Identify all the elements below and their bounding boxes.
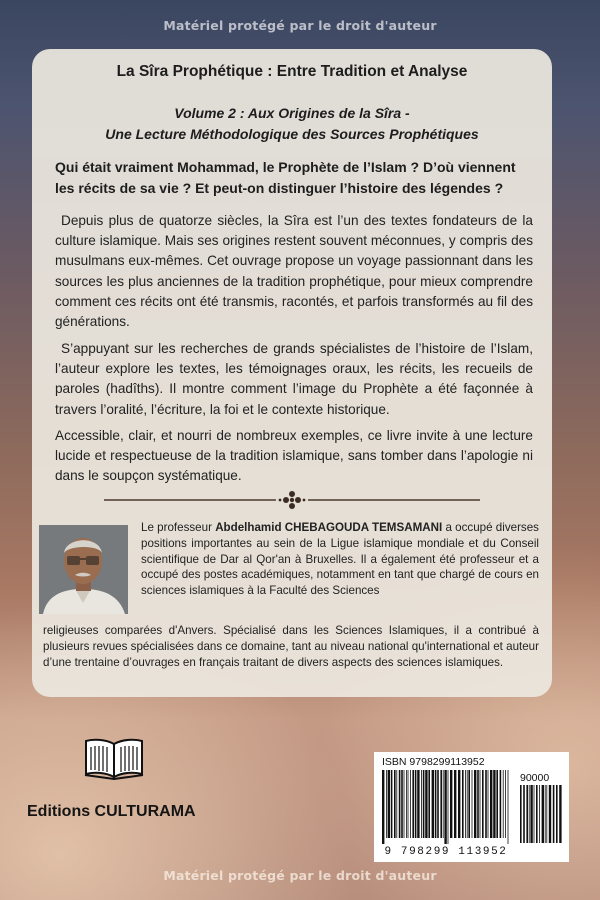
- barcode-bar: [386, 770, 387, 838]
- barcode-bar: [467, 770, 468, 838]
- barcode-bar: [520, 785, 522, 843]
- barcode-bar: [435, 770, 437, 838]
- description-paragraph-2: S’appuyant sur les recherches de grands spécialistes de l’histoire de l’Islam, l’auteur explore les textes, les témoignages oraux, les récits, les recueils de paroles (hadîths). Il montre comment l’image du Prophète a été façonnée à travers l’oralité, l’écriture, la foi et le contexte historique.: [55, 341, 533, 417]
- publisher-name: Editions CULTURAMA: [27, 803, 196, 820]
- copyright-watermark-bottom: Matériel protégé par le droit d'auteur: [163, 868, 437, 883]
- barcode-bar: [382, 770, 384, 844]
- barcode-bar: [465, 770, 466, 838]
- isbn-label: ISBN 9798299113952: [382, 756, 485, 768]
- barcode-bar: [480, 770, 481, 838]
- description-paragraph-3: Accessible, clair, et nourri de nombreux exemples, ce livre invite à une lecture lucide et respectueuse de la tradition islamique, sans tomber dans l’apologie ni dans le soupçon systématique.: [55, 428, 533, 484]
- lead-question: Qui était vraiment Mohammad, le Prophète de l’Islam ? D’où viennent les récits de sa vie ? Et peut-on distinguer l’histoire des légendes ?: [55, 159, 516, 196]
- barcode-bar: [539, 785, 540, 843]
- barcode-bar: [406, 770, 407, 838]
- barcode-bar: [396, 770, 397, 838]
- barcode-bar: [437, 770, 439, 838]
- book-subtitle: [32, 103, 552, 145]
- barcode-bar: [412, 770, 414, 838]
- barcode-bar: [472, 770, 473, 838]
- barcode-bar: [454, 770, 456, 838]
- barcode-bar: [443, 770, 444, 838]
- barcode-bar: [410, 770, 411, 838]
- barcode-bar: [391, 770, 393, 838]
- barcode-digits: 9 798299 113952: [384, 846, 508, 858]
- barcode-bar: [388, 770, 390, 838]
- barcode-bar: [536, 785, 538, 843]
- barcode-bar: [559, 785, 561, 843]
- barcode-bar: [542, 785, 544, 843]
- barcode-bar: [508, 770, 509, 844]
- barcode-bar: [556, 785, 558, 843]
- barcode-bar: [394, 770, 396, 838]
- author-portrait: [39, 525, 128, 614]
- barcode-bar: [488, 770, 489, 838]
- barcode-bar: [529, 785, 530, 843]
- barcode-bar: [404, 770, 405, 838]
- barcode-bar: [500, 770, 502, 838]
- barcode-bar: [530, 785, 532, 843]
- barcode-bar: [458, 770, 460, 838]
- author-bio-part-2: religieuses comparées d'Anvers. Spécialisé dans les Sciences Islamiques, il a contribué à plusieurs revues spécialisées dans ce domaine, tant au niveau national qu'international et auteur d’une trentaine d’ouvrages en français traitant de divers aspects des sciences islamiques.: [43, 624, 539, 669]
- barcode-bar: [450, 770, 452, 838]
- barcode-bar: [523, 785, 525, 843]
- barcode-bar: [408, 770, 409, 838]
- barcode-bar: [493, 770, 495, 838]
- barcode-bar: [545, 785, 546, 843]
- barcode-bar: [423, 770, 425, 838]
- barcode-bar: [399, 770, 401, 838]
- author-bio-part-1: [141, 520, 539, 599]
- barcode-bar: [505, 770, 506, 838]
- ornamental-divider: [104, 490, 480, 510]
- barcode-bar: [428, 770, 430, 838]
- barcode-bar: [440, 770, 442, 838]
- barcode-bar: [415, 770, 417, 838]
- barcode-bar: [448, 770, 449, 844]
- barcode-bar: [421, 770, 422, 838]
- barcode-bar: [474, 770, 476, 838]
- barcode-bar: [417, 770, 419, 838]
- subtitle-line-2: Une Lecture Méthodologique des Sources Prophétiques: [105, 126, 479, 142]
- barcode-bar: [485, 770, 487, 838]
- back-cover-text-panel: [32, 49, 552, 697]
- bio-prefix: Le professeur: [141, 521, 216, 534]
- barcode-bar: [546, 785, 547, 843]
- barcode-bar: [549, 785, 551, 843]
- author-name: Abdelhamid CHEBAGOUDA TEMSAMANI: [215, 521, 443, 534]
- barcode-bar: [462, 770, 464, 838]
- copyright-watermark-top: Matériel protégé par le droit d'auteur: [163, 18, 437, 33]
- barcode-bar: [482, 770, 484, 838]
- barcode-bar: [444, 770, 446, 844]
- subtitle-line-1: Volume 2 : Aux Origines de la Sîra -: [174, 105, 410, 121]
- price-code: 90000: [520, 772, 550, 784]
- bio-text-1: a occupé diverses positions importantes au sein de la Ligue islamique mondiale et du Conseil scientifique de Dar al Qor'an à Bruxelles. Il a également été professeur et a occupé des postes académiques, notamment en tant que chargé de cours en sciences islamiques à la Faculté des Sciences: [141, 521, 539, 598]
- barcode-bar: [432, 770, 434, 838]
- barcode-bar: [468, 770, 470, 838]
- open-book-icon: [83, 738, 145, 780]
- description-paragraph-1: Depuis plus de quatorze siècles, la Sîra est l’un des textes fondateurs de la culture islamique. Mais ses origines restent souvent méconnues, y compris des musulmans eux-mêmes. Cet ouvrage propose un voyage passionnant dans les sources les plus anciennes de la tradition prophétique, pour mieux comprendre comment ces récits ont été transmis, racontés, et parfois transformés au fil des générations.: [55, 213, 533, 330]
- barcode-bar: [490, 770, 492, 838]
- barcode-bar: [503, 770, 504, 838]
- barcode-bar: [496, 770, 498, 838]
- barcode-bar: [553, 785, 555, 843]
- barcode-bar: [401, 770, 403, 838]
- barcode-main-bars: [382, 770, 510, 844]
- isbn-barcode: [374, 752, 569, 862]
- barcode-bar: [477, 770, 479, 838]
- book-title: La Sîra Prophétique : Entre Tradition et Analyse: [116, 63, 468, 80]
- barcode-bar: [534, 785, 535, 843]
- barcode-addon-bars: [520, 785, 562, 843]
- barcode-bar: [425, 770, 427, 838]
- barcode-bar: [526, 785, 528, 843]
